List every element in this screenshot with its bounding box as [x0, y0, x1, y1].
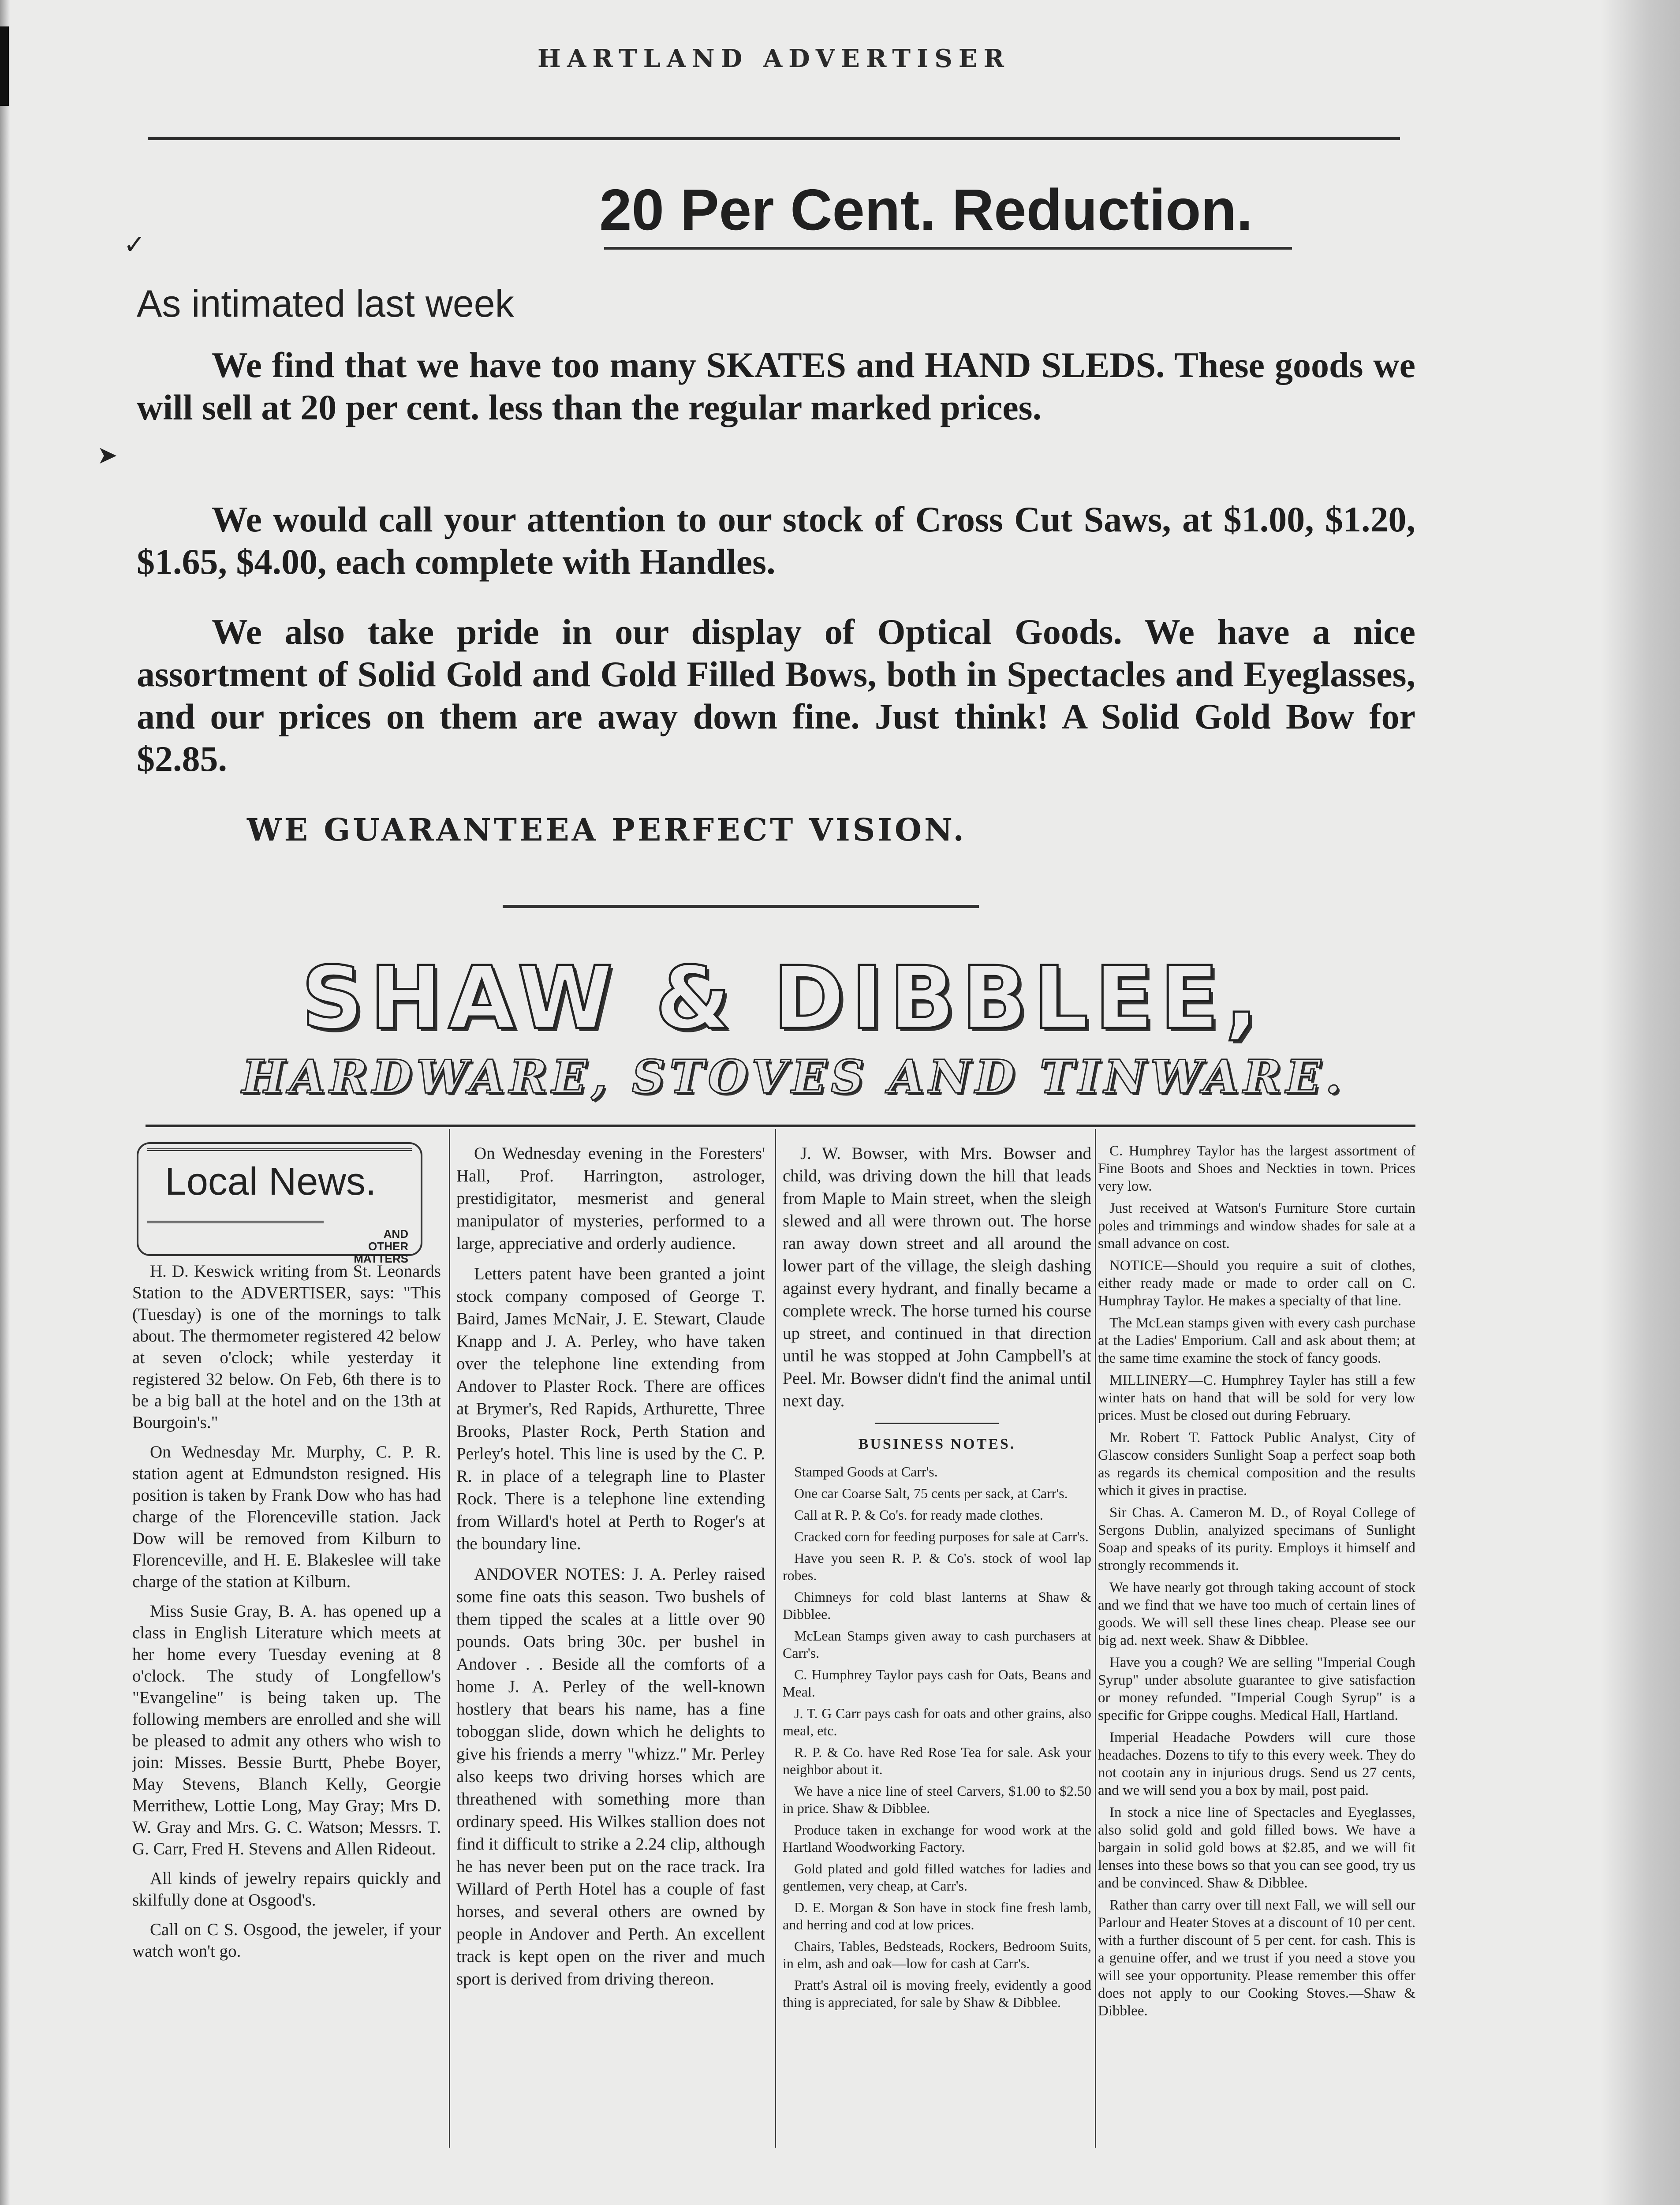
news-item: Just received at Watson's Furniture Store curtain poles and trimmings and window shades for sale at a small advance on cost.: [1098, 1200, 1415, 1252]
column-2: [456, 1142, 765, 2205]
firm-trade: HARDWARE, STOVES AND TINWARE.: [242, 1050, 1346, 1104]
news-item: NOTICE—Should you require a suit of clothes, either ready made or made to order call on C. Humphray Taylor. He makes a specialty of that line.: [1098, 1258, 1415, 1309]
business-note: J. T. G Carr pays cash for oats and other grains, also meal, etc.: [783, 1705, 1091, 1738]
local-news-subtitle: AND OTHER MATTERS: [354, 1227, 408, 1265]
ad-intro: As intimated last week: [137, 283, 514, 325]
business-note: Pratt's Astral oil is moving freely, evidently a good thing is appreciated, for sale by Shaw & Dibblee.: [783, 1977, 1091, 2010]
ad-headline: 20 Per Cent. Reduction.: [599, 177, 1253, 242]
business-note: Cracked corn for feeding purposes for sale at Carr's.: [794, 1529, 1089, 1544]
head-rule: [148, 137, 1400, 140]
news-item: On Wednesday Mr. Murphy, C. P. R. station agent at Edmundston resigned. His position is taken by Frank Dow who has had charge of the Florenceville station. Jack Dow will be removed from Kilburn to Florenceville, and H. E. Blakeslee will take charge of the station at Kilburn.: [132, 1443, 441, 1591]
news-item: Letters patent have been granted a joint stock company composed of George T. Baird, James McNair, J. E. Stewart, Claude Knapp and J. A. Perley, who have taken over the telephone line extending from Andover to Plaster Rock. There are offices at Brymer's, Red Rapids, Arthurette, Three Brooks, Plaster Rock, Perth Station and Perley's hotel. This line is used by the C. P. R. in place of a telegraph line to Plaster Rock. There is a telephone line extending from Willard's hotel at Perth to Roger's at the boundary line.: [456, 1264, 765, 1553]
margin-mark: [0, 26, 9, 106]
margin-arrow-mark: ➤: [97, 441, 118, 470]
column-3: [783, 1142, 1091, 2205]
news-item: The McLean stamps given with every cash purchase at the Ladies' Emporium. Call and ask about them; at the same time examine the stock of fancy goods.: [1098, 1315, 1415, 1366]
business-note: C. Humphrey Taylor pays cash for Oats, Beans and Meal.: [783, 1667, 1091, 1700]
news-item: On Wednesday evening in the Foresters' Hall, Prof. Harrington, astrologer, prestidigitator, mesmerist and general manipulator of mysteries, performed to a large, appreciative and orderly audience.: [456, 1144, 765, 1253]
column-rule-1: [449, 1129, 450, 2148]
news-item: MILLINERY—C. Humphrey Tayler has still a few winter hats on hand that will be sold for very low prices. Must be closed out during February.: [1098, 1372, 1415, 1424]
news-item: Rather than carry over till next Fall, we will sell our Parlour and Heater Stoves at a discount of 10 per cent. with a further discount of 5 per cent. for cash. This is a genuine offer, and we trust if you need a stove you will see your opportunity. Please remember this offer does not apply to our Cooking Stoves.—Shaw & Dibblee.: [1098, 1897, 1415, 2019]
business-note: One car Coarse Salt, 75 cents per sack, at Carr's.: [794, 1485, 1068, 1501]
business-note: Chimneys for cold blast lanterns at Shaw & Dibblee.: [783, 1589, 1091, 1622]
business-note: Call at R. P. & Co's. for ready made clothes.: [794, 1507, 1043, 1523]
news-item: Mr. Robert T. Fattock Public Analyst, City of Glascow considers Sunlight Soap a perfect soap both as regards its chemical composition and the results which it gives in practise.: [1098, 1430, 1415, 1499]
local-news-title: Local News.: [165, 1159, 377, 1203]
banner-ornament-bottom: [147, 1212, 324, 1223]
news-item: In stock a nice line of Spectacles and Eyeglasses, also solid gold and gold filled bows. We have a bargain in solid gold bows at $2.85, and we will fit lenses into these bows so that you can see good, try us and be convinced. Shaw & Dibblee.: [1098, 1805, 1415, 1891]
business-note: We have a nice line of steel Carvers, $1.00 to $2.50 in price. Shaw & Dibblee.: [783, 1783, 1091, 1816]
column-rule-3: [1095, 1129, 1096, 2148]
local-news-banner: [137, 1142, 422, 1265]
guarantee-line: WE GUARANTEEA PERFECT VISION.: [247, 811, 967, 848]
news-item: J. W. Bowser, with Mrs. Bowser and child, was driving down the hill that leads from Maple to Main street, when the sleigh slewed and all were thrown out. The horse ran away down street and all around the lower part of the village, the sleigh dashing against every hydrant, and finally became a complete wreck. The horse turned his course up street, and continued in that direction until he was stopped at John Campbell's at Peel. Mr. Bowser didn't find the animal until next day.: [783, 1144, 1091, 1410]
ad-paragraph-1-text: We find that we have too many SKATES and HAND SLEDS. These goods we will sell at 20 per cent. less than the regular marked prices.: [137, 345, 1415, 427]
business-note: D. E. Morgan & Son have in stock fine fresh lamb, and herring and cod at low prices.: [783, 1899, 1091, 1932]
business-note: Produce taken in exchange for wood work at the Hartland Woodworking Factory.: [783, 1822, 1091, 1855]
news-item: Sir Chas. A. Cameron M. D., of Royal College of Sergons Dublin, analyized specimans of Sunlight Soap and speaks of its purity. Employs it himself and strongly recommends it.: [1098, 1505, 1415, 1573]
section-divider: [503, 905, 979, 908]
business-note: Stamped Goods at Carr's.: [794, 1464, 938, 1480]
news-item: Have you a cough? We are selling "Imperial Cough Syrup" under absolute guarantee to give satisfaction or money refunded. "Imperial Cough Syrup" is a specific for Grippe coughs. Medical Hall, Hartland.: [1098, 1655, 1415, 1723]
business-note: McLean Stamps given away to cash purchasers at Carr's.: [783, 1628, 1091, 1661]
column-1: [132, 1142, 441, 2205]
columns-top-rule: [146, 1125, 1415, 1127]
headline-underline: [604, 247, 1292, 250]
news-item: ANDOVER NOTES: J. A. Perley raised some fine oats this season. Two bushels of them tipped the scales at a little over 90 pounds. Oats bring 30c. per bushel in Andover . . Beside all the comforts of a home J. A. Perley of the well-known hostlery that bears his name, has a fine toboggan slide, down which he delights to give his friends a merry "whizz." Mr. Perley also keeps two driving horses which are threathened with something more than ordinary speed. His Wilkes stallion does not find it difficult to strike a 2.24 clip, although he has never been put on the race track. Ira Willard of Perth Hotel has a couple of fast horses, and several others are owned by people in Andover and Perth. An excellent track is kept open on the river and much sport is derived from driving thereon.: [456, 1565, 765, 1988]
business-notes-title: BUSINESS NOTES.: [858, 1436, 1016, 1452]
firm-name: SHAW & DIBBLEE,: [301, 948, 1264, 1049]
scan-edge-right: [1601, 0, 1680, 2205]
news-item: H. D. Keswick writing from St. Leonards Station to the ADVERTISER, says: "This (Tuesday) is one of the mornings to talk about. The thermometer registered 42 below at seven o'clock; while yesterday it registered 32 below. On Feb, 6th there is to be a big ball at the hotel and on the 13th at Bourgoin's.": [132, 1262, 441, 1432]
ad-paragraph-2: [137, 498, 1415, 583]
news-item: C. Humphrey Taylor has the largest assortment of Fine Boots and Shoes and Neckties in town. Prices very low.: [1098, 1143, 1415, 1194]
ad-paragraph-3: [137, 611, 1415, 780]
news-item: We have nearly got through taking account of stock and we find that we have too much of certain lines of goods. We will sell these lines cheap. Please see our big ad. next week. Shaw & Dibblee.: [1098, 1580, 1415, 1648]
news-item: All kinds of jewelry repairs quickly and skilfully done at Osgood's.: [132, 1869, 441, 1910]
business-note: Have you seen R. P. & Co's. stock of wool lap robes.: [783, 1550, 1091, 1583]
column-divider: [875, 1423, 999, 1424]
business-notes-list: [783, 1463, 1091, 2011]
news-item: Miss Susie Gray, B. A. has opened up a class in English Literature which meets at her home every Tuesday evening at 8 o'clock. The study of Longfellow's "Evangeline" is being taken up. The following members are enrolled and she will be pleased to admit any others who wish to join: Misses. Bessie Burtt, Phebe Boyer, May Stevens, Blanch Kelly, Georgie Merrithew, Lottie Long, May Gray; Mrs D. W. Gray and Mrs. G. C. Watson; Messrs. T. G. Carr, Fred H. Stevens and Allen Rideout.: [132, 1602, 441, 1858]
running-head: HARTLAND ADVERTISER: [538, 44, 1010, 73]
ad-paragraph-3-text: We also take pride in our display of Optical Goods. We have a nice assortment of Solid Gold and Gold Filled Bows, both in Spectacles and Eyeglasses, and our prices on them are away down fine. Just think! A Solid Gold Bow for $2.85.: [137, 612, 1415, 779]
business-note: Gold plated and gold filled watches for ladies and gentlemen, very cheap, at Carr's.: [783, 1861, 1091, 1894]
news-item: Call on C S. Osgood, the jeweler, if your watch won't go.: [132, 1920, 441, 1961]
scan-edge-left: [0, 0, 10, 2205]
margin-tick-mark: ✓: [123, 229, 146, 260]
column-4: [1098, 1142, 1415, 2205]
news-item: Imperial Headache Powders will cure those headaches. Dozens to tify to this every week. They do not cootain any in injurious drugs. Send us 27 cents, and we will send you a box by mail, post paid.: [1098, 1730, 1415, 1798]
ad-paragraph-1: [137, 344, 1415, 429]
ad-paragraph-2-text: We would call your attention to our stock of Cross Cut Saws, at $1.00, $1.20, $1.65, $4.00, each complete with Handles.: [137, 499, 1415, 582]
column-rule-2: [775, 1129, 776, 2148]
business-note: R. P. & Co. have Red Rose Tea for sale. Ask your neighbor about it.: [783, 1744, 1091, 1777]
business-note: Chairs, Tables, Bedsteads, Rockers, Bedroom Suits, in elm, ash and oak—low for cash at Carr's.: [783, 1938, 1091, 1971]
